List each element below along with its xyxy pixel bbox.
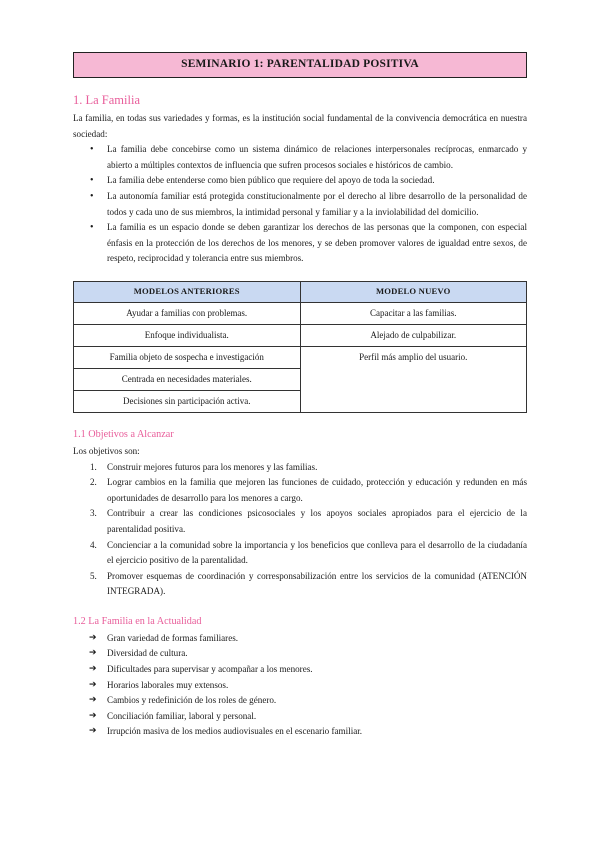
item-text: Diversidad de cultura. (107, 648, 188, 659)
item-number: 4. (90, 539, 97, 550)
item-text: Dificultades para supervisar y acompañar a los menores. (107, 664, 313, 675)
bullet-item: • La familia debe entenderse como bien público que requiere del apoyo de toda la sociedad. (107, 173, 527, 189)
familia-bullet-list (73, 142, 527, 267)
arrow-icon: ➔ (89, 632, 97, 643)
item-text: Concienciar a la comunidad sobre la importancia y los beneficios que conlleva para el desarrollo de la ciudadanía el ejercicio positivo de la parentalidad. (107, 539, 527, 566)
document-page (73, 52, 527, 740)
arrow-icon: ➔ (89, 664, 97, 675)
header-modelo-nuevo: MODELO NUEVO (300, 281, 527, 302)
table-cell-right: Alejado de culpabilizar. (300, 324, 527, 346)
section-heading-actualidad: 1.2 La Familia en la Actualidad (73, 615, 202, 627)
arrow-icon: ➔ (89, 726, 97, 737)
arrow-icon: ➔ (89, 648, 97, 659)
item-text: Contribuir a crear las condiciones psicosociales y los apoyos sociales apropiados para el ejercicio de la parentalidad positiva. (107, 508, 527, 534)
item-text: Cambios y redefinición de los roles de género. (107, 695, 277, 706)
table-cell-left: Enfoque individualista. (74, 324, 301, 346)
item-text: Conciliación familiar, laboral y personal. (107, 710, 257, 721)
arrow-icon: ➔ (89, 679, 97, 690)
list-item (89, 724, 527, 740)
list-item (89, 709, 527, 725)
list-item (90, 460, 527, 476)
objetivos-list (73, 460, 527, 600)
section-heading-familia: 1. La Familia (73, 93, 140, 107)
item-number: 2. (90, 477, 97, 488)
document-title: SEMINARIO 1: PARENTALIDAD POSITIVA (73, 52, 527, 78)
arrow-icon: ➔ (89, 695, 97, 706)
list-item (89, 678, 527, 694)
table-cell-left: Centrada en necesidades materiales. (74, 368, 301, 390)
bullet-item: • La autonomía familiar está protegida constitucionalmente por el derecho al libre desarrollo de la personalidad de todos y cada uno de sus miembros, la intimidad personal y familiar y a la inviolabilidad del domicilio. (107, 189, 527, 220)
section-heading-objetivos: 1.1 Objetivos a Alcanzar (73, 428, 174, 440)
list-item (89, 662, 527, 678)
models-table (73, 281, 527, 413)
section-intro: La familia, en todas sus variedades y formas, es la institución social fundamental de la convivencia democrática en nuestra sociedad: (73, 113, 527, 139)
table-cell-left: Decisiones sin participación activa. (74, 390, 301, 412)
item-text: Gran variedad de formas familiares. (107, 632, 239, 643)
item-text: Irrupción masiva de los medios audiovisuales en el escenario familiar. (107, 726, 363, 737)
bullet-item: • La familia es un espacio donde se deben garantizar los derechos de las personas que la componen, con especial énfasis en la protección de los derechos de los menores, y se deben promover valores de igualdad entre sexos, de respeto, reciprocidad y tolerancia entre sus miembros. (107, 220, 527, 267)
list-item (90, 506, 527, 537)
list-item (89, 646, 527, 662)
list-item (89, 693, 527, 709)
header-modelos-anteriores: MODELOS ANTERIORES (74, 281, 301, 302)
item-text: Construir mejores futuros para los menores y las familias. (107, 461, 318, 472)
list-item (90, 538, 527, 569)
item-text: Lograr cambios en la familia que mejoren las funciones de cuidado, protección y educación y redunden en más oportunidades de desarrollo para los menores a cargo. (107, 477, 527, 503)
item-number: 3. (90, 508, 97, 519)
list-item (90, 569, 527, 600)
list-item (90, 475, 527, 506)
item-text: Horarios laborales muy extensos. (107, 679, 229, 690)
objetivos-intro: Los objetivos son: (73, 445, 140, 456)
item-text: Promover esquemas de coordinación y corresponsabilización entre los servicios de la comunidad (ATENCIÓN INTEGRADA). (107, 570, 527, 597)
list-item (89, 631, 527, 647)
bullet-item: • La familia debe concebirse como un sistema dinámico de relaciones interpersonales recíprocas, enmarcado y abierto a múltiples contextos de influencia que sufren procesos sociales e históricos de cambio. (107, 142, 527, 173)
item-number: 1. (90, 461, 97, 472)
table-cell-right: Capacitar a las familias. (300, 302, 527, 324)
item-number: 5. (90, 570, 97, 581)
actualidad-list (73, 631, 527, 740)
table-cell-left: Familia objeto de sospecha e investigación (74, 346, 301, 368)
arrow-icon: ➔ (89, 710, 97, 721)
table-cell-right: Perfil más amplio del usuario. (300, 346, 527, 412)
table-cell-left: Ayudar a familias con problemas. (74, 302, 301, 324)
